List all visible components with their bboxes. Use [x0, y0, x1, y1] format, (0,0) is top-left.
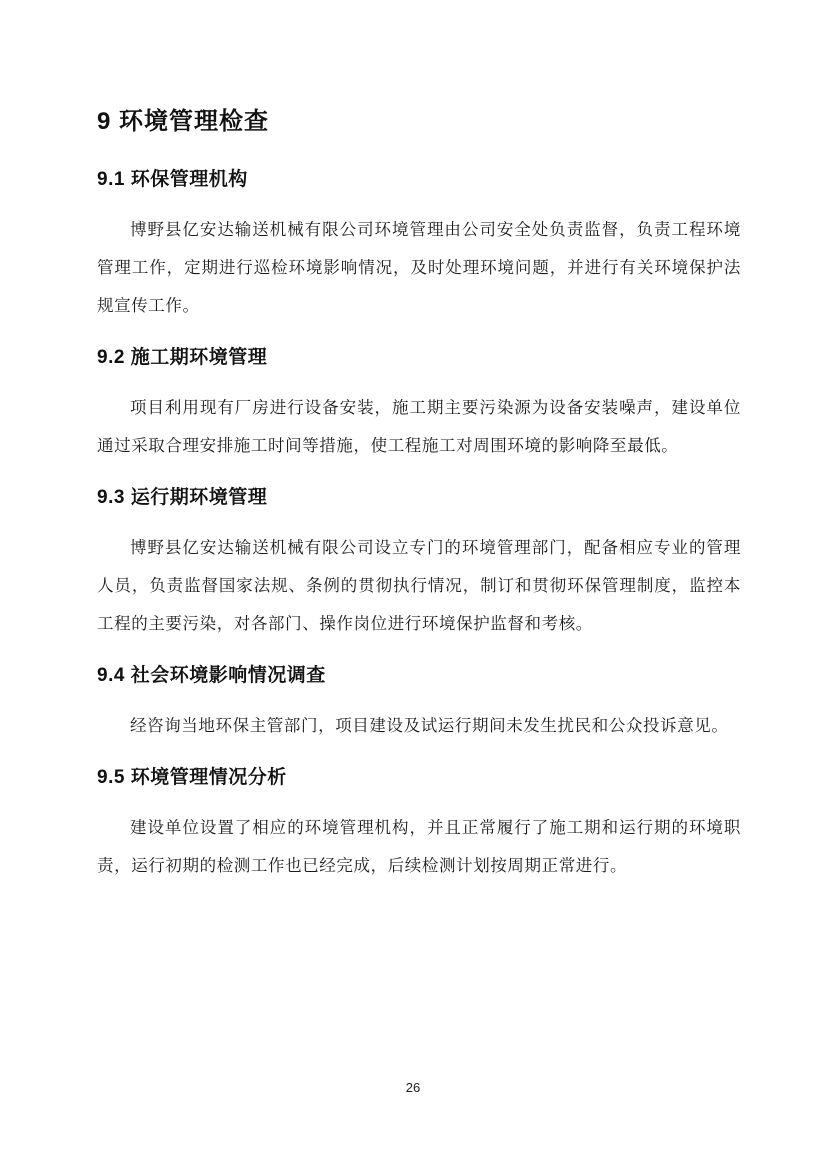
section-9-4-paragraph: 经咨询当地环保主管部门，项目建设及试运行期间未发生扰民和公众投诉意见。 [130, 716, 729, 735]
section-9-3-paragraph: 博野县亿安达输送机械有限公司设立专门的环境管理部门，配备相应专业的管理人员，负责监督国家法规、条例的贯彻执行情况，制订和贯彻环保管理制度，监控本工程的主要污染，对各部门、操作岗位进行环境保护监督和考核。 [97, 538, 741, 633]
chapter-title: 9 环境管理检查 [97, 108, 270, 135]
section-9-1 [97, 167, 741, 325]
section-9-5-heading: 9.5 环境管理情况分析 [97, 767, 287, 788]
section-9-1-paragraph: 博野县亿安达输送机械有限公司环境管理由公司安全处负责监督，负责工程环境管理工作，定期进行巡检环境影响情况，及时处理环境问题，并进行有关环境保护法规宣传工作。 [97, 220, 741, 315]
section-9-2 [97, 345, 741, 465]
section-9-3 [97, 485, 741, 643]
section-9-2-paragraph: 项目利用现有厂房进行设备安装，施工期主要污染源为设备安装噪声，建设单位通过采取合理安排施工时间等措施，使工程施工对周围环境的影响降至最低。 [97, 398, 741, 455]
section-9-4 [97, 663, 741, 745]
section-9-1-heading: 9.1 环保管理机构 [97, 169, 248, 190]
section-9-3-heading: 9.3 运行期环境管理 [97, 487, 268, 508]
section-9-5-paragraph: 建设单位设置了相应的环境管理机构，并且正常履行了施工期和运行期的环境职责，运行初期的检测工作也已经完成，后续检测计划按周期正常进行。 [97, 818, 741, 875]
section-9-4-heading: 9.4 社会环境影响情况调查 [97, 665, 326, 686]
page-number: 26 [405, 1080, 421, 1095]
section-9-2-heading: 9.2 施工期环境管理 [97, 347, 268, 368]
document-content [97, 105, 741, 885]
section-9-5 [97, 765, 741, 885]
